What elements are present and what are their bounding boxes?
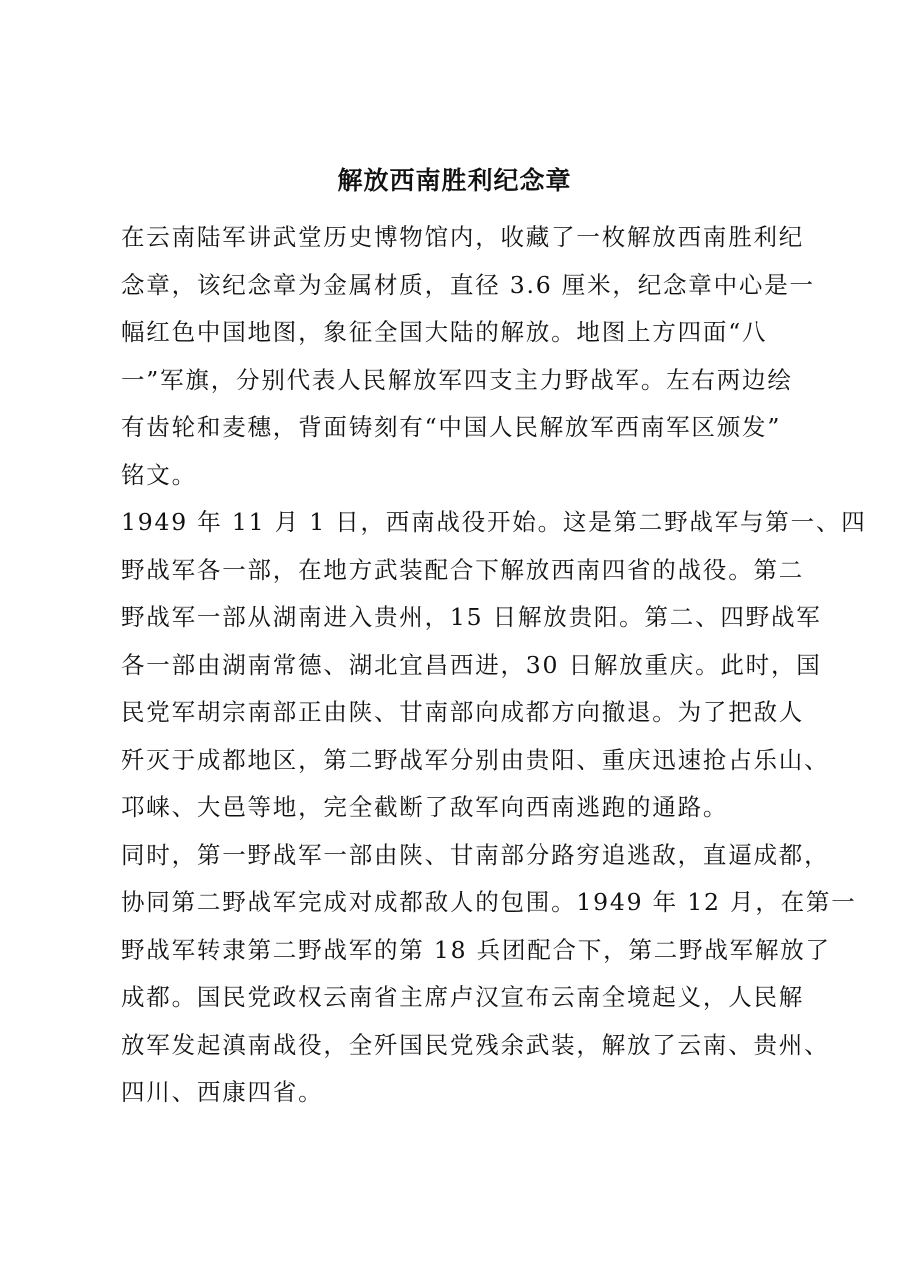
text-line: 野战军各一部，在地方武装配合下解放西南四省的战役。第二: [121, 555, 805, 584]
text-line: 在云南陆军讲武堂历史博物馆内，收藏了一枚解放西南胜利纪: [121, 223, 805, 251]
text-line: 铭文。: [121, 460, 197, 489]
text-line: 有齿轮和麦穗，背面铸刻有“中国人民解放军西南军区颁发”: [121, 413, 782, 441]
text-line: 野战军一部从湖南进入贵州，15 日解放贵阳。第二、四野战军: [121, 603, 822, 631]
text-line: 一”军旗，分别代表人民解放军四支主力野战军。左右两边绘: [121, 365, 793, 394]
text-line: 放军发起滇南战役，全歼国民党残余武装，解放了云南、贵州、: [121, 1030, 830, 1059]
text-line: 民党军胡宗南部正由陕、甘南部向成都方向撤退。为了把敌人: [121, 698, 805, 726]
text-line: 协同第二野战军完成对成都敌人的包围。1949 年 12 月，在第一: [121, 888, 857, 916]
text-line: 四川、西康四省。: [121, 1078, 324, 1106]
text-line: 念章，该纪念章为金属材质，直径 3.6 厘米，纪念章中心是一: [121, 270, 815, 299]
text-line: 各一部由湖南常德、湖北宜昌西进，30 日解放重庆。此时，国: [121, 650, 822, 679]
text-line: 歼灭于成都地区，第二野战军分别由贵阳、重庆迅速抢占乐山、: [121, 745, 830, 774]
text-line: 野战军转隶第二野战军的第 18 兵团配合下，第二野战军解放了: [121, 935, 831, 964]
text-line: 幅红色中国地图，象征全国大陆的解放。地图上方四面“八: [121, 318, 768, 346]
text-line: 成都。国民党政权云南省主席卢汉宣布云南全境起义，人民解: [121, 983, 805, 1011]
text-line: 同时，第一野战军一部由陕、甘南部分路穷追逃敌，直逼成都，: [121, 840, 830, 869]
paragraph-2: [121, 499, 867, 832]
document-body: [121, 214, 867, 1117]
paragraph-1: [121, 214, 815, 499]
text-line: 1949 年 11 月 1 日，西南战役开始。这是第二野战军与第一、四: [121, 508, 867, 536]
document-title: 解放西南胜利纪念章: [337, 166, 572, 195]
paragraph-3: [121, 832, 857, 1117]
text-line: 邛崃、大邑等地，完全截断了敌军向西南逃跑的通路。: [121, 793, 729, 821]
